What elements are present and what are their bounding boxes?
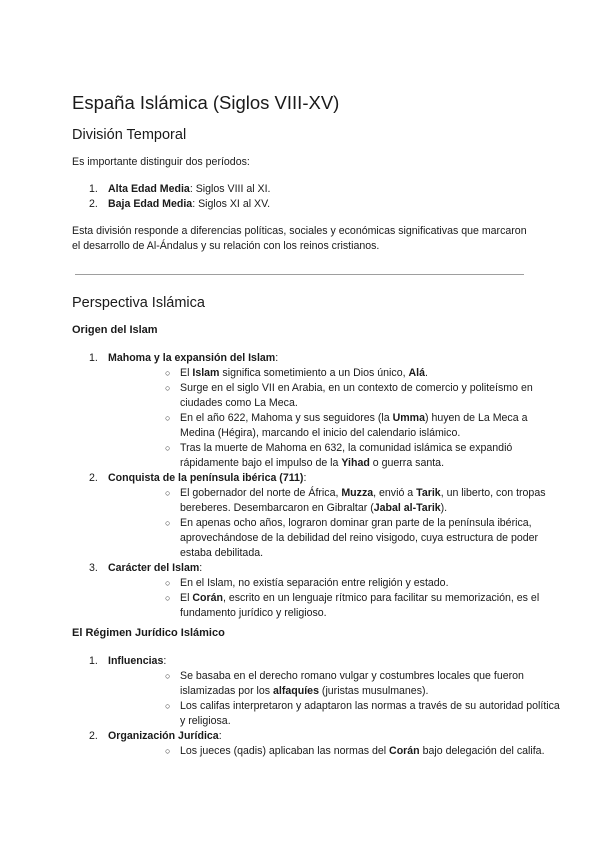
- list-item: 1. Influencias: ○ Se basaba en el derecho romano vulgar y costumbres locales que fueron islamizadas por los alfaquíes (juristas musulmanes). ○ Los califas interpretaron y adaptaron las normas a través de su autoridad política y religiosa.: [72, 654, 563, 729]
- bullet-item: ○ Se basaba en el derecho romano vulgar y costumbres locales que fueron islamizadas por los alfaquíes (juristas musulmanes).: [108, 669, 563, 699]
- division-intro: Es importante distinguir dos períodos:: [72, 156, 250, 168]
- bullet-item: ○ Los califas interpretaron y adaptaron las normas a través de su autoridad política y religiosa.: [108, 699, 563, 729]
- bullet-item: ○ Surge en el siglo VII en Arabia, en un contexto de comercio y politeísmo en ciudades como La Meca.: [108, 381, 563, 411]
- heading-division-temporal: División Temporal: [72, 127, 187, 143]
- list-item: 3. Carácter del Islam: ○ En el Islam, no existía separación entre religión y estado. ○ El Corán, escrito en un lenguaje rítmico para facilitar su memorización, es el fundamento jurídico y religioso.: [72, 561, 563, 621]
- page-title: España Islámica (Siglos VIII-XV): [72, 92, 340, 113]
- origen-list: [72, 351, 563, 621]
- list-item: 2. Organización Jurídica: ○ Los jueces (qadis) aplicaban las normas del Corán bajo delegación del califa.: [72, 729, 563, 759]
- bullet-item: ○ El gobernador del norte de África, Muzza, envió a Tarik, un liberto, con tropas bereberes. Desembarcaron en Gibraltar (Jabal al-Tarik).: [108, 486, 563, 516]
- bullet-item: ○ En el Islam, no existía separación entre religión y estado.: [108, 576, 563, 591]
- period-item: 2. Baja Edad Media: Siglos XI al XV.: [89, 198, 271, 210]
- list-item: 2. Conquista de la península ibérica (711): ○ El gobernador del norte de África, Muzza, envió a Tarik, un liberto, con tropas bereberes. Desembarcaron en Gibraltar (Jabal al-Tarik). ○ En apenas ocho años, lograron dominar gran parte de la península ibérica, aprovechándose de la debilidad del reino visigodo, cuya estructura de poder estaba debilitada.: [72, 471, 563, 561]
- period-item: 1. Alta Edad Media: Siglos VIII al XI.: [89, 183, 271, 195]
- heading-regimen-juridico: El Régimen Jurídico Islámico: [72, 627, 225, 639]
- bullet-item: ○ Tras la muerte de Mahoma en 632, la comunidad islámica se expandió rápidamente bajo el impulso de la Yihad o guerra santa.: [108, 441, 563, 471]
- regimen-list: [72, 654, 563, 759]
- heading-perspectiva-islamica: Perspectiva Islámica: [72, 295, 205, 311]
- horizontal-divider: [75, 274, 524, 275]
- list-item: 1. Mahoma y la expansión del Islam: ○ El Islam significa sometimiento a un Dios único, Alá. ○ Surge en el siglo VII en Arabia, en un contexto de comercio y politeísmo en ciudades como La Meca. ○ En el año 622, Mahoma y sus seguidores (la Umma) huyen de La Meca a Medina (Hégira), marcando el inicio del calendario islámico. ○ Tras la muerte de Mahoma en 632, la comunidad islámica se expandió rápidamente bajo el impulso de la Yihad o guerra santa.: [72, 351, 563, 471]
- bullet-item: ○ El Islam significa sometimiento a un Dios único, Alá.: [108, 366, 563, 381]
- periods-list: [72, 182, 271, 212]
- bullet-item: ○ El Corán, escrito en un lenguaje rítmico para facilitar su memorización, es el fundamento jurídico y religioso.: [108, 591, 563, 621]
- bullet-item: ○ Los jueces (qadis) aplicaban las normas del Corán bajo delegación del califa.: [108, 744, 563, 759]
- bullet-item: ○ En el año 622, Mahoma y sus seguidores (la Umma) huyen de La Meca a Medina (Hégira), marcando el inicio del calendario islámico.: [108, 411, 563, 441]
- division-note: Esta división responde a diferencias políticas, sociales y económicas significativas que marcaron el desarrollo de Al-Ándalus y su relación con los reinos cristianos.: [72, 225, 527, 252]
- bullet-item: ○ En apenas ocho años, lograron dominar gran parte de la península ibérica, aprovechándose de la debilidad del reino visigodo, cuya estructura de poder estaba debilitada.: [108, 516, 563, 561]
- heading-origen-islam: Origen del Islam: [72, 324, 158, 336]
